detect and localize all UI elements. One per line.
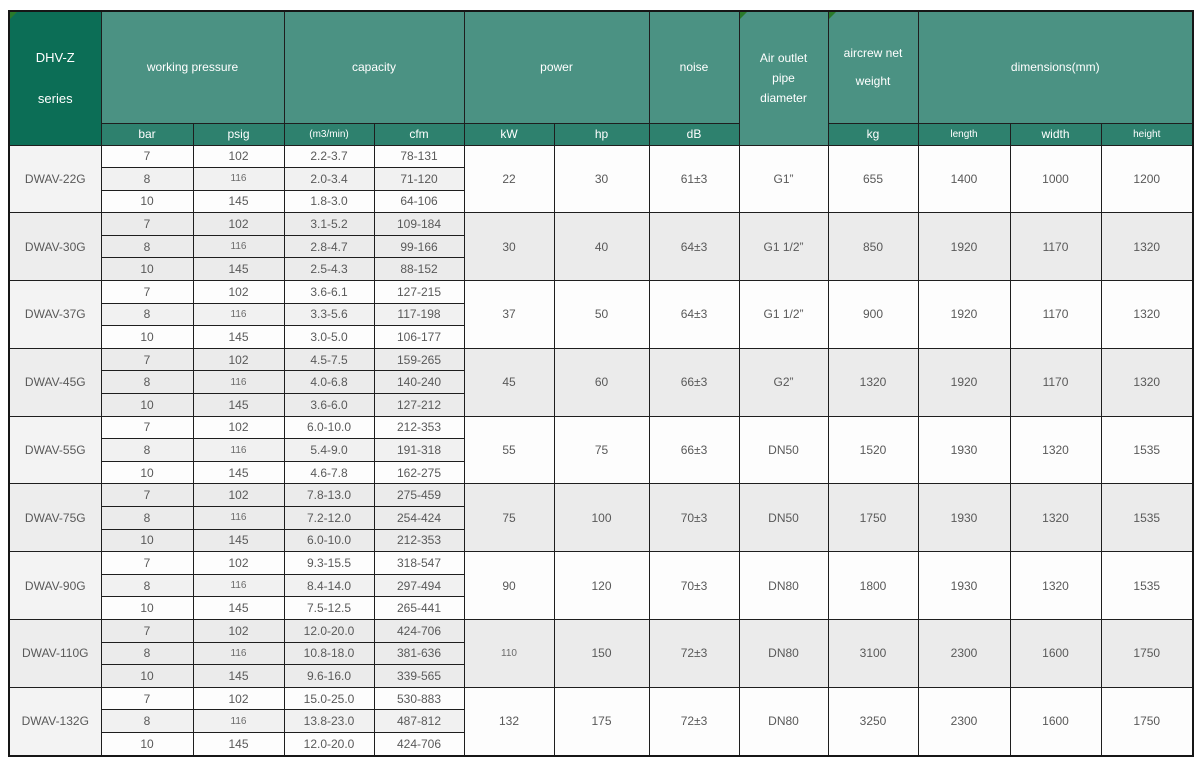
capacity-cell: 13.8-23.0	[284, 710, 374, 733]
capacity-cell: 7.8-13.0	[284, 484, 374, 507]
psig-cell: 145	[193, 394, 284, 417]
cfm-cell: 88-152	[374, 258, 464, 281]
bar-cell: 8	[101, 642, 193, 665]
cfm-cell: 127-215	[374, 281, 464, 304]
psig-cell: 102	[193, 145, 284, 168]
psig-cell: 102	[193, 416, 284, 439]
psig-cell: 145	[193, 461, 284, 484]
length-cell: 1920	[918, 348, 1010, 416]
bar-cell: 10	[101, 529, 193, 552]
psig-cell: 116	[193, 235, 284, 258]
spec-table	[8, 10, 1194, 757]
working-pressure-header: working pressure	[101, 11, 284, 123]
outlet-cell: DN80	[739, 687, 828, 756]
power-hp-cell: 75	[554, 416, 649, 484]
capacity-cell: 10.8-18.0	[284, 642, 374, 665]
table-row	[9, 552, 1193, 575]
bar-subheader: bar	[101, 123, 193, 145]
outlet-cell: DN80	[739, 619, 828, 687]
psig-cell: 102	[193, 348, 284, 371]
outlet-cell: G1 1/2”	[739, 281, 828, 349]
kg-subheader: kg	[828, 123, 918, 145]
psig-cell: 116	[193, 574, 284, 597]
cfm-cell: 109-184	[374, 213, 464, 236]
table-row	[9, 281, 1193, 304]
bar-cell: 7	[101, 687, 193, 710]
length-cell: 1400	[918, 145, 1010, 213]
power-kw-cell: 37	[464, 281, 554, 349]
cfm-cell: 99-166	[374, 235, 464, 258]
cfm-cell: 265-441	[374, 597, 464, 620]
bar-cell: 7	[101, 213, 193, 236]
cfm-cell: 106-177	[374, 326, 464, 349]
model-cell: DWAV-22G	[9, 145, 101, 213]
width-cell: 1000	[1010, 145, 1101, 213]
noise-cell: 66±3	[649, 416, 739, 484]
psig-cell: 145	[193, 258, 284, 281]
capacity-cell: 9.6-16.0	[284, 665, 374, 688]
cfm-cell: 339-565	[374, 665, 464, 688]
length-cell: 2300	[918, 619, 1010, 687]
psig-cell: 102	[193, 213, 284, 236]
power-kw-cell: 110	[464, 619, 554, 687]
header-sub-row	[9, 123, 1193, 145]
cfm-cell: 318-547	[374, 552, 464, 575]
capacity-cell: 12.0-20.0	[284, 732, 374, 756]
cfm-cell: 487-812	[374, 710, 464, 733]
capacity-cell: 3.3-5.6	[284, 303, 374, 326]
bar-cell: 10	[101, 190, 193, 213]
cfm-cell: 159-265	[374, 348, 464, 371]
model-cell: DWAV-75G	[9, 484, 101, 552]
cfm-cell: 117-198	[374, 303, 464, 326]
air-outlet-line2: pipe	[772, 71, 795, 86]
cfm-cell: 381-636	[374, 642, 464, 665]
m3min-subheader: (m3/min)	[284, 123, 374, 145]
table-row	[9, 213, 1193, 236]
height-subheader: height	[1101, 123, 1193, 145]
psig-cell: 102	[193, 484, 284, 507]
outlet-cell: G2”	[739, 348, 828, 416]
cfm-cell: 162-275	[374, 461, 464, 484]
cfm-cell: 275-459	[374, 484, 464, 507]
cfm-cell: 71-120	[374, 168, 464, 191]
psig-cell: 102	[193, 552, 284, 575]
length-cell: 1930	[918, 552, 1010, 620]
cfm-cell: 424-706	[374, 619, 464, 642]
bar-cell: 10	[101, 665, 193, 688]
cfm-cell: 212-353	[374, 529, 464, 552]
capacity-cell: 2.5-4.3	[284, 258, 374, 281]
bar-cell: 8	[101, 168, 193, 191]
model-cell: DWAV-37G	[9, 281, 101, 349]
bar-cell: 7	[101, 145, 193, 168]
width-cell: 1320	[1010, 416, 1101, 484]
height-cell: 1535	[1101, 552, 1193, 620]
bar-cell: 7	[101, 281, 193, 304]
noise-cell: 72±3	[649, 619, 739, 687]
length-cell: 1920	[918, 281, 1010, 349]
bar-cell: 7	[101, 416, 193, 439]
power-kw-cell: 30	[464, 213, 554, 281]
power-header: power	[464, 11, 649, 123]
width-cell: 1600	[1010, 619, 1101, 687]
power-kw-cell: 45	[464, 348, 554, 416]
psig-cell: 116	[193, 642, 284, 665]
power-hp-cell: 30	[554, 145, 649, 213]
width-cell: 1320	[1010, 484, 1101, 552]
length-cell: 1930	[918, 416, 1010, 484]
capacity-cell: 2.0-3.4	[284, 168, 374, 191]
noise-cell: 64±3	[649, 281, 739, 349]
height-cell: 1750	[1101, 687, 1193, 756]
psig-cell: 102	[193, 281, 284, 304]
table-row	[9, 348, 1193, 371]
kw-subheader: kW	[464, 123, 554, 145]
capacity-header: capacity	[284, 11, 464, 123]
psig-cell: 145	[193, 529, 284, 552]
capacity-cell: 6.0-10.0	[284, 416, 374, 439]
height-cell: 1320	[1101, 348, 1193, 416]
cfm-cell: 297-494	[374, 574, 464, 597]
cfm-cell: 530-883	[374, 687, 464, 710]
capacity-cell: 2.2-3.7	[284, 145, 374, 168]
weight-cell: 3250	[828, 687, 918, 756]
hp-subheader: hp	[554, 123, 649, 145]
power-hp-cell: 150	[554, 619, 649, 687]
bar-cell: 10	[101, 394, 193, 417]
psig-cell: 102	[193, 619, 284, 642]
power-hp-cell: 175	[554, 687, 649, 756]
aircrew-line1: aircrew net	[843, 46, 903, 61]
table-row	[9, 687, 1193, 710]
psig-cell: 116	[193, 710, 284, 733]
weight-cell: 1750	[828, 484, 918, 552]
weight-cell: 655	[828, 145, 918, 213]
outlet-cell: G1 1/2”	[739, 213, 828, 281]
capacity-cell: 5.4-9.0	[284, 439, 374, 462]
bar-cell: 7	[101, 619, 193, 642]
air-outlet-header	[739, 11, 828, 145]
width-subheader: width	[1010, 123, 1101, 145]
model-cell: DWAV-30G	[9, 213, 101, 281]
power-kw-cell: 75	[464, 484, 554, 552]
length-cell: 2300	[918, 687, 1010, 756]
width-cell: 1600	[1010, 687, 1101, 756]
power-hp-cell: 40	[554, 213, 649, 281]
capacity-cell: 4.0-6.8	[284, 371, 374, 394]
bar-cell: 8	[101, 507, 193, 530]
psig-cell: 116	[193, 371, 284, 394]
table-row	[9, 416, 1193, 439]
bar-cell: 7	[101, 484, 193, 507]
air-outlet-line1: Air outlet	[759, 51, 808, 66]
outlet-cell: DN50	[739, 484, 828, 552]
table-row	[9, 145, 1193, 168]
cfm-cell: 64-106	[374, 190, 464, 213]
capacity-cell: 9.3-15.5	[284, 552, 374, 575]
capacity-cell: 3.1-5.2	[284, 213, 374, 236]
model-cell: DWAV-90G	[9, 552, 101, 620]
cfm-cell: 191-318	[374, 439, 464, 462]
cfm-cell: 78-131	[374, 145, 464, 168]
bar-cell: 10	[101, 258, 193, 281]
bar-cell: 8	[101, 235, 193, 258]
power-kw-cell: 55	[464, 416, 554, 484]
noise-cell: 72±3	[649, 687, 739, 756]
capacity-cell: 7.5-12.5	[284, 597, 374, 620]
spec-table-head	[9, 11, 1193, 145]
width-cell: 1170	[1010, 213, 1101, 281]
outlet-cell: DN80	[739, 552, 828, 620]
bar-cell: 10	[101, 732, 193, 756]
psig-cell: 145	[193, 190, 284, 213]
noise-cell: 64±3	[649, 213, 739, 281]
capacity-cell: 6.0-10.0	[284, 529, 374, 552]
cfm-cell: 424-706	[374, 732, 464, 756]
weight-cell: 850	[828, 213, 918, 281]
series-title-cell	[9, 11, 101, 145]
capacity-cell: 3.6-6.0	[284, 394, 374, 417]
series-word: series	[37, 91, 73, 107]
aircrew-line2: weight	[855, 74, 891, 89]
height-cell: 1750	[1101, 619, 1193, 687]
width-cell: 1170	[1010, 348, 1101, 416]
cfm-cell: 254-424	[374, 507, 464, 530]
psig-cell: 145	[193, 665, 284, 688]
capacity-cell: 4.5-7.5	[284, 348, 374, 371]
table-row	[9, 619, 1193, 642]
power-kw-cell: 90	[464, 552, 554, 620]
psig-cell: 116	[193, 168, 284, 191]
power-kw-cell: 132	[464, 687, 554, 756]
bar-cell: 8	[101, 303, 193, 326]
psig-cell: 116	[193, 507, 284, 530]
height-cell: 1535	[1101, 484, 1193, 552]
weight-cell: 900	[828, 281, 918, 349]
outlet-cell: DN50	[739, 416, 828, 484]
bar-cell: 8	[101, 710, 193, 733]
weight-cell: 1800	[828, 552, 918, 620]
model-cell: DWAV-45G	[9, 348, 101, 416]
capacity-cell: 3.0-5.0	[284, 326, 374, 349]
capacity-cell: 2.8-4.7	[284, 235, 374, 258]
psig-cell: 102	[193, 687, 284, 710]
width-cell: 1170	[1010, 281, 1101, 349]
height-cell: 1320	[1101, 213, 1193, 281]
capacity-cell: 12.0-20.0	[284, 619, 374, 642]
height-cell: 1535	[1101, 416, 1193, 484]
power-hp-cell: 60	[554, 348, 649, 416]
cfm-cell: 212-353	[374, 416, 464, 439]
noise-cell: 70±3	[649, 484, 739, 552]
db-subheader: dB	[649, 123, 739, 145]
capacity-cell: 4.6-7.8	[284, 461, 374, 484]
bar-cell: 8	[101, 574, 193, 597]
bar-cell: 7	[101, 348, 193, 371]
bar-cell: 10	[101, 461, 193, 484]
capacity-cell: 3.6-6.1	[284, 281, 374, 304]
capacity-cell: 15.0-25.0	[284, 687, 374, 710]
psig-cell: 145	[193, 597, 284, 620]
capacity-cell: 1.8-3.0	[284, 190, 374, 213]
power-kw-cell: 22	[464, 145, 554, 213]
bar-cell: 8	[101, 439, 193, 462]
model-cell: DWAV-110G	[9, 619, 101, 687]
length-subheader: length	[918, 123, 1010, 145]
capacity-cell: 7.2-12.0	[284, 507, 374, 530]
psig-subheader: psig	[193, 123, 284, 145]
noise-cell: 70±3	[649, 552, 739, 620]
height-cell: 1200	[1101, 145, 1193, 213]
weight-cell: 1320	[828, 348, 918, 416]
weight-cell: 3100	[828, 619, 918, 687]
power-hp-cell: 50	[554, 281, 649, 349]
bar-cell: 10	[101, 326, 193, 349]
air-outlet-line3: diameter	[760, 91, 807, 106]
cfm-cell: 140-240	[374, 371, 464, 394]
weight-cell: 1520	[828, 416, 918, 484]
model-cell: DWAV-55G	[9, 416, 101, 484]
aircrew-weight-header	[828, 11, 918, 123]
outlet-cell: G1”	[739, 145, 828, 213]
spec-table-body	[9, 145, 1193, 756]
height-cell: 1320	[1101, 281, 1193, 349]
cfm-subheader: cfm	[374, 123, 464, 145]
bar-cell: 10	[101, 597, 193, 620]
length-cell: 1930	[918, 484, 1010, 552]
noise-header: noise	[649, 11, 739, 123]
bar-cell: 8	[101, 371, 193, 394]
psig-cell: 145	[193, 326, 284, 349]
dimensions-header: dimensions(mm)	[918, 11, 1193, 123]
series-name: DHV-Z	[35, 50, 75, 66]
noise-cell: 61±3	[649, 145, 739, 213]
table-row	[9, 484, 1193, 507]
width-cell: 1320	[1010, 552, 1101, 620]
length-cell: 1920	[918, 213, 1010, 281]
psig-cell: 116	[193, 303, 284, 326]
psig-cell: 116	[193, 439, 284, 462]
model-cell: DWAV-132G	[9, 687, 101, 756]
cfm-cell: 127-212	[374, 394, 464, 417]
noise-cell: 66±3	[649, 348, 739, 416]
power-hp-cell: 120	[554, 552, 649, 620]
bar-cell: 7	[101, 552, 193, 575]
capacity-cell: 8.4-14.0	[284, 574, 374, 597]
psig-cell: 145	[193, 732, 284, 756]
power-hp-cell: 100	[554, 484, 649, 552]
header-group-row	[9, 11, 1193, 123]
